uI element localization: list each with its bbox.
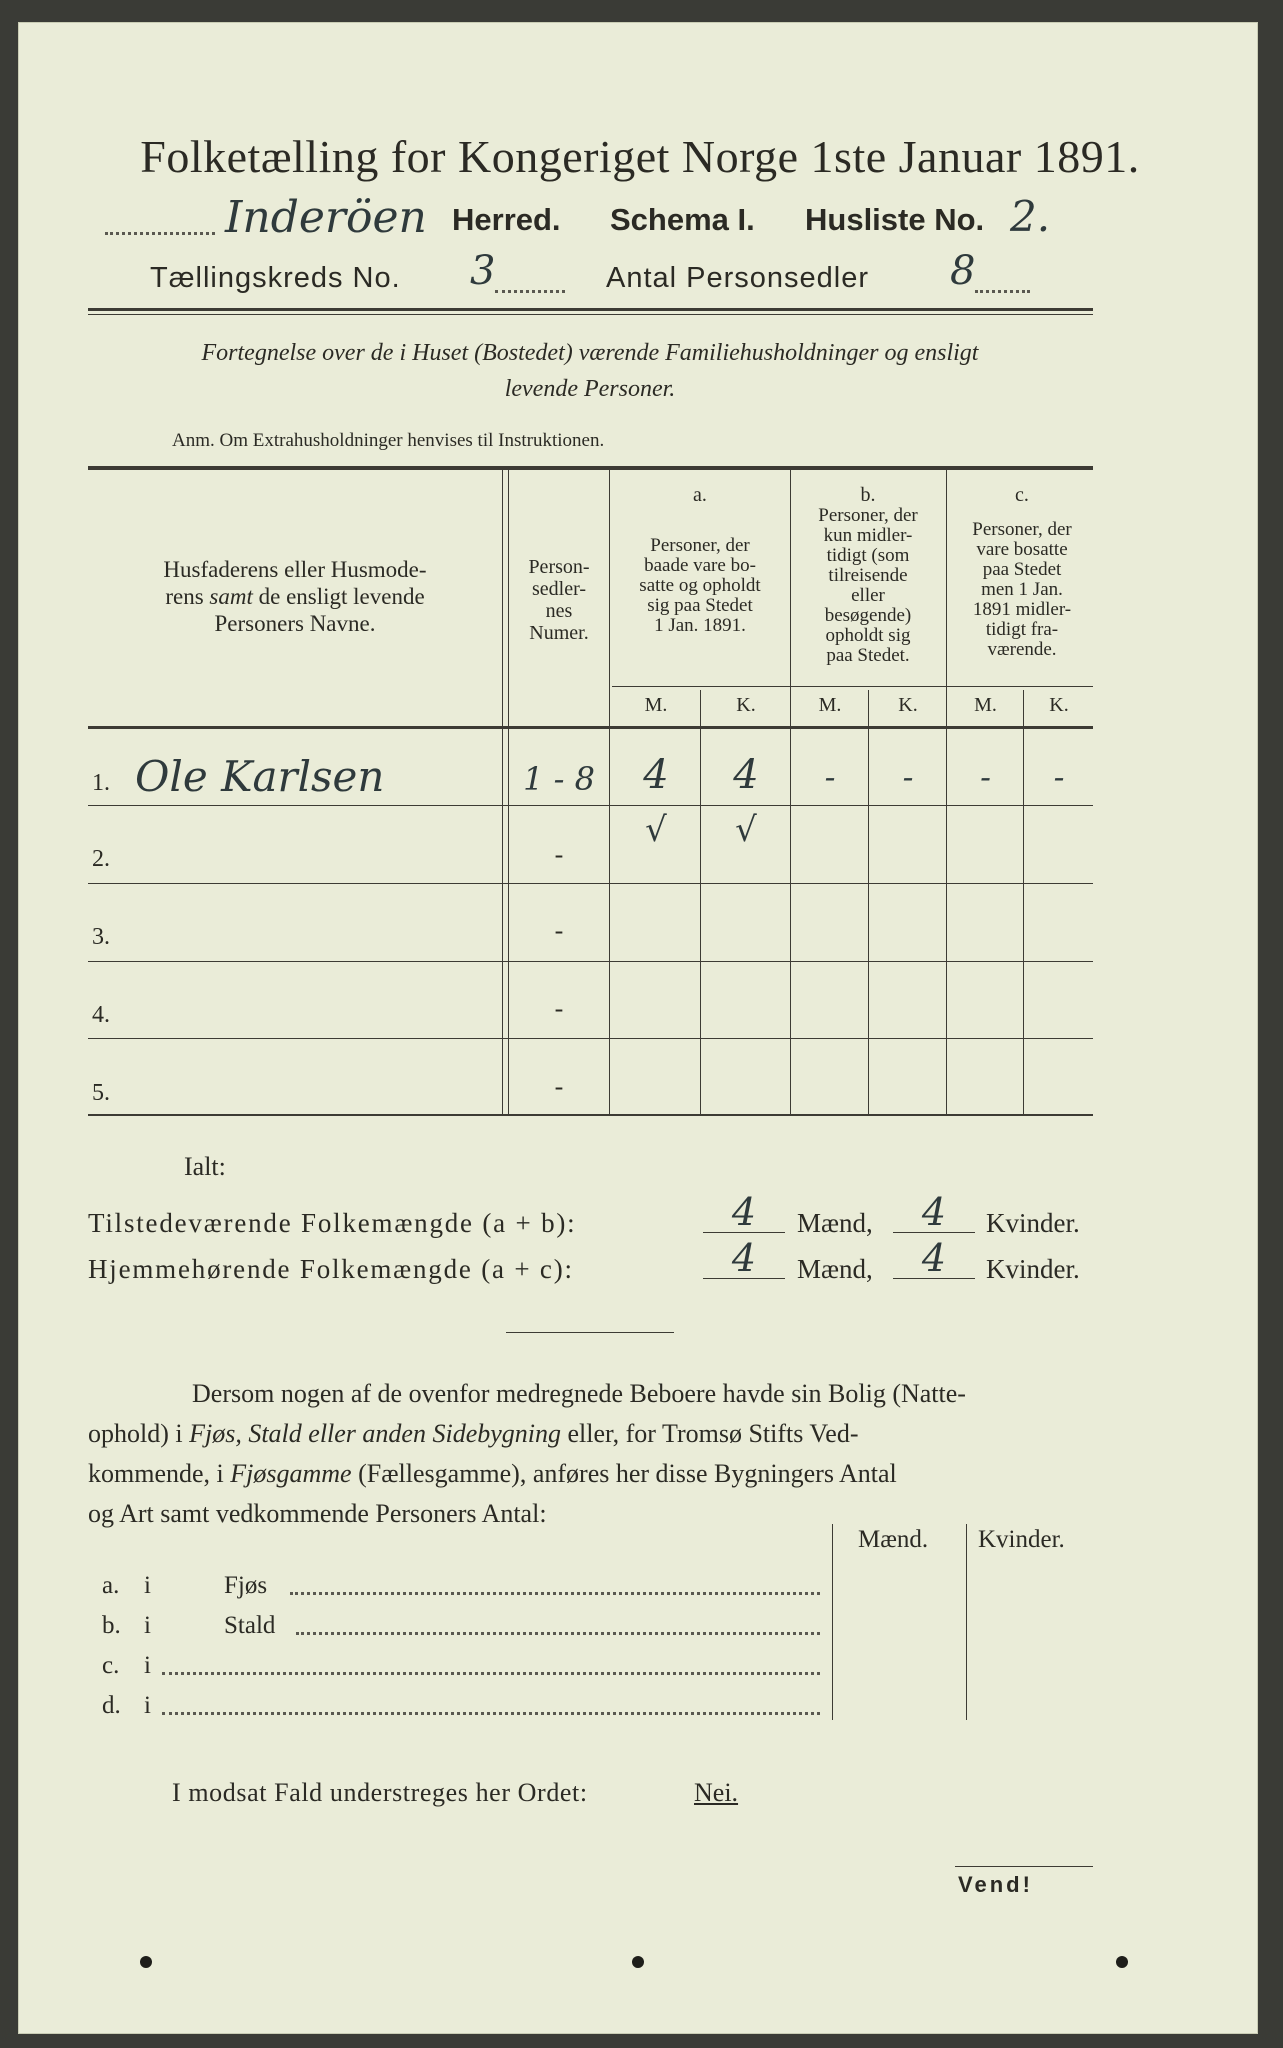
kreds-label: Tællingskreds No. [150,262,401,294]
item-a-label: Fjøs [224,1572,268,1599]
col-divider-names-2 [508,470,509,1115]
item-b-letter: b. [102,1612,121,1639]
antal-dotline [975,290,1030,293]
section-divider [506,1332,674,1333]
intro-line-1: Fortegnelse over de i Huset (Bostedet) værende Familiehusholdninger og ensligt [201,340,979,366]
tilstede-label: Tilstedeværende Folkemængde (a + b): [88,1208,577,1238]
row-rule-3 [88,961,1093,962]
row-1-a-m: 4 [643,752,669,798]
item-c-i: i [144,1652,151,1679]
row-1-a-k: 4 [733,752,759,798]
col-b-letter: b. [860,484,876,506]
col-header-numer: Person- sedler- nes Numer. [528,556,590,644]
col-divider-c-mk [1023,690,1024,1115]
item-a-letter: a. [102,1572,120,1599]
anm-note: Anm. Om Extrahusholdninger henvises til Instruktionen. [172,430,605,451]
antal-value: 8 [950,248,976,294]
b-k-label: K. [898,694,918,716]
col-divider-numer [609,470,610,1115]
item-d-i: i [144,1692,151,1719]
row-rule-2 [88,883,1093,884]
modsat-label: I modsat Fald understreges her Ordet: [172,1778,588,1807]
antal-label: Antal Personsedler [606,262,870,294]
item-d-dotline [162,1712,820,1715]
row-2-a-m: √ [645,810,667,850]
herred-value: Inderöen [225,192,427,243]
herred-dotline [105,232,215,235]
item-d-letter: d. [102,1692,121,1719]
tilstede-k-value: 4 [921,1190,947,1234]
col-c-letter: c. [1015,484,1029,506]
hjemme-m-value: 4 [731,1236,757,1280]
herred-label: Herred. [452,202,561,237]
col-divider-a [790,470,791,1115]
outbuilding-kvinder-header: Kvinder. [978,1526,1065,1553]
item-c-letter: c. [102,1652,120,1679]
col-header-c: Personer, der vare bosatte paa Stedet men 1 Jan. 1891 midler- tidigt fra- værende. [972,519,1072,660]
nei-word: Nei. [694,1778,739,1807]
row-1-num: 1. [92,770,110,796]
col-a-letter: a. [693,484,707,506]
census-form-page [18,22,1258,2034]
header-bottom-rule [88,726,1093,729]
row-1-c-k: - [1053,758,1065,796]
ialt-label: Ialt: [184,1152,226,1181]
mk-top-rule [612,686,1093,687]
c-k-label: K. [1049,694,1069,716]
col-divider-names [502,470,503,1115]
row-rule-1 [88,805,1093,806]
vend-rule [955,1866,1093,1867]
row-4-num: 4. [92,1002,110,1028]
row-3-numer: - [554,916,564,945]
col-divider-a-mk [700,690,701,1115]
col-divider-b [946,470,947,1115]
row-2-numer: - [554,840,564,869]
item-c-dotline [162,1672,820,1675]
col-header-a: Personer, der baade vare bo- satte og opholdt sig paa Stedet 1 Jan. 1891. [639,535,761,636]
header-rule [88,308,1093,311]
header-rule-thin [88,314,1093,315]
husliste-value: 2. [1010,192,1051,241]
binding-hole-center [632,1956,644,1968]
binding-hole-right [1116,1956,1128,1968]
b-m-label: M. [818,694,842,716]
hjemme-maend: Mænd, [797,1254,873,1284]
col-header-b: Personer, der kun midler- tidigt (som tilreisende eller besøgende) opholdt sig paa Stedet. [818,505,918,666]
a-m-label: M. [644,694,668,716]
a-k-label: K. [736,694,756,716]
row-rule-4 [88,1038,1093,1039]
row-1-b-m: - [824,758,836,796]
item-b-i: i [144,1612,151,1639]
item-a-dotline [290,1592,820,1595]
c-m-label: M. [974,694,997,716]
row-1-b-k: - [902,758,914,796]
row-3-num: 3. [92,924,110,950]
hjemme-k-value: 4 [921,1236,947,1280]
table-bottom-rule [88,1114,1093,1116]
col-divider-b-mk [868,690,869,1115]
hjemme-kvinder: Kvinder. [986,1254,1080,1284]
col-header-names: Husfaderens eller Husmode- rens samt de ensligt levende Personers Navne. [163,557,427,636]
kreds-value: 3 [470,248,496,294]
form-title: Folketælling for Kongeriget Norge 1ste Januar 1891. [140,131,1140,182]
husliste-label: Husliste No. [805,202,985,237]
tilstede-m-value: 4 [731,1190,757,1234]
outbuilding-col-divider-1 [832,1524,833,1720]
row-1-numer: 1 - 8 [523,760,595,798]
binding-hole-left [140,1956,152,1968]
vend-label: Vend! [958,1872,1033,1897]
row-5-num: 5. [92,1080,110,1106]
schema-label: Schema I. [610,202,755,237]
outbuilding-col-divider-2 [966,1524,967,1720]
row-2-num: 2. [92,846,110,872]
hjemme-label: Hjemmehørende Folkemængde (a + c): [88,1254,574,1284]
row-4-numer: - [554,994,564,1023]
item-b-dotline [296,1632,820,1635]
tilstede-maend: Mænd, [797,1208,873,1238]
row-1-name: Ole Karlsen [135,752,385,801]
kreds-dotline [495,290,565,293]
row-2-a-k: √ [735,810,757,850]
tilstede-kvinder: Kvinder. [986,1208,1080,1238]
row-1-c-m: - [980,758,991,796]
table-top-rule [88,466,1093,470]
row-5-numer: - [554,1072,564,1101]
intro-line-2: levende Personer. [504,376,676,402]
outbuilding-maend-header: Mænd. [858,1526,929,1553]
item-a-i: i [144,1572,151,1599]
item-b-label: Stald [224,1612,276,1639]
outbuilding-paragraph: Dersom nogen af de ovenfor medregnede Beboere havde sin Bolig (Natte- ophold) i Fjøs, Stald eller anden Sidebygning eller, for Tromsø Stifts Ved- kommende, i Fjøsgamme (Fællesgamme), anføres her disse Bygningers Antal og Art samt vedkommende Personers Antal: [88,1379,966,1528]
